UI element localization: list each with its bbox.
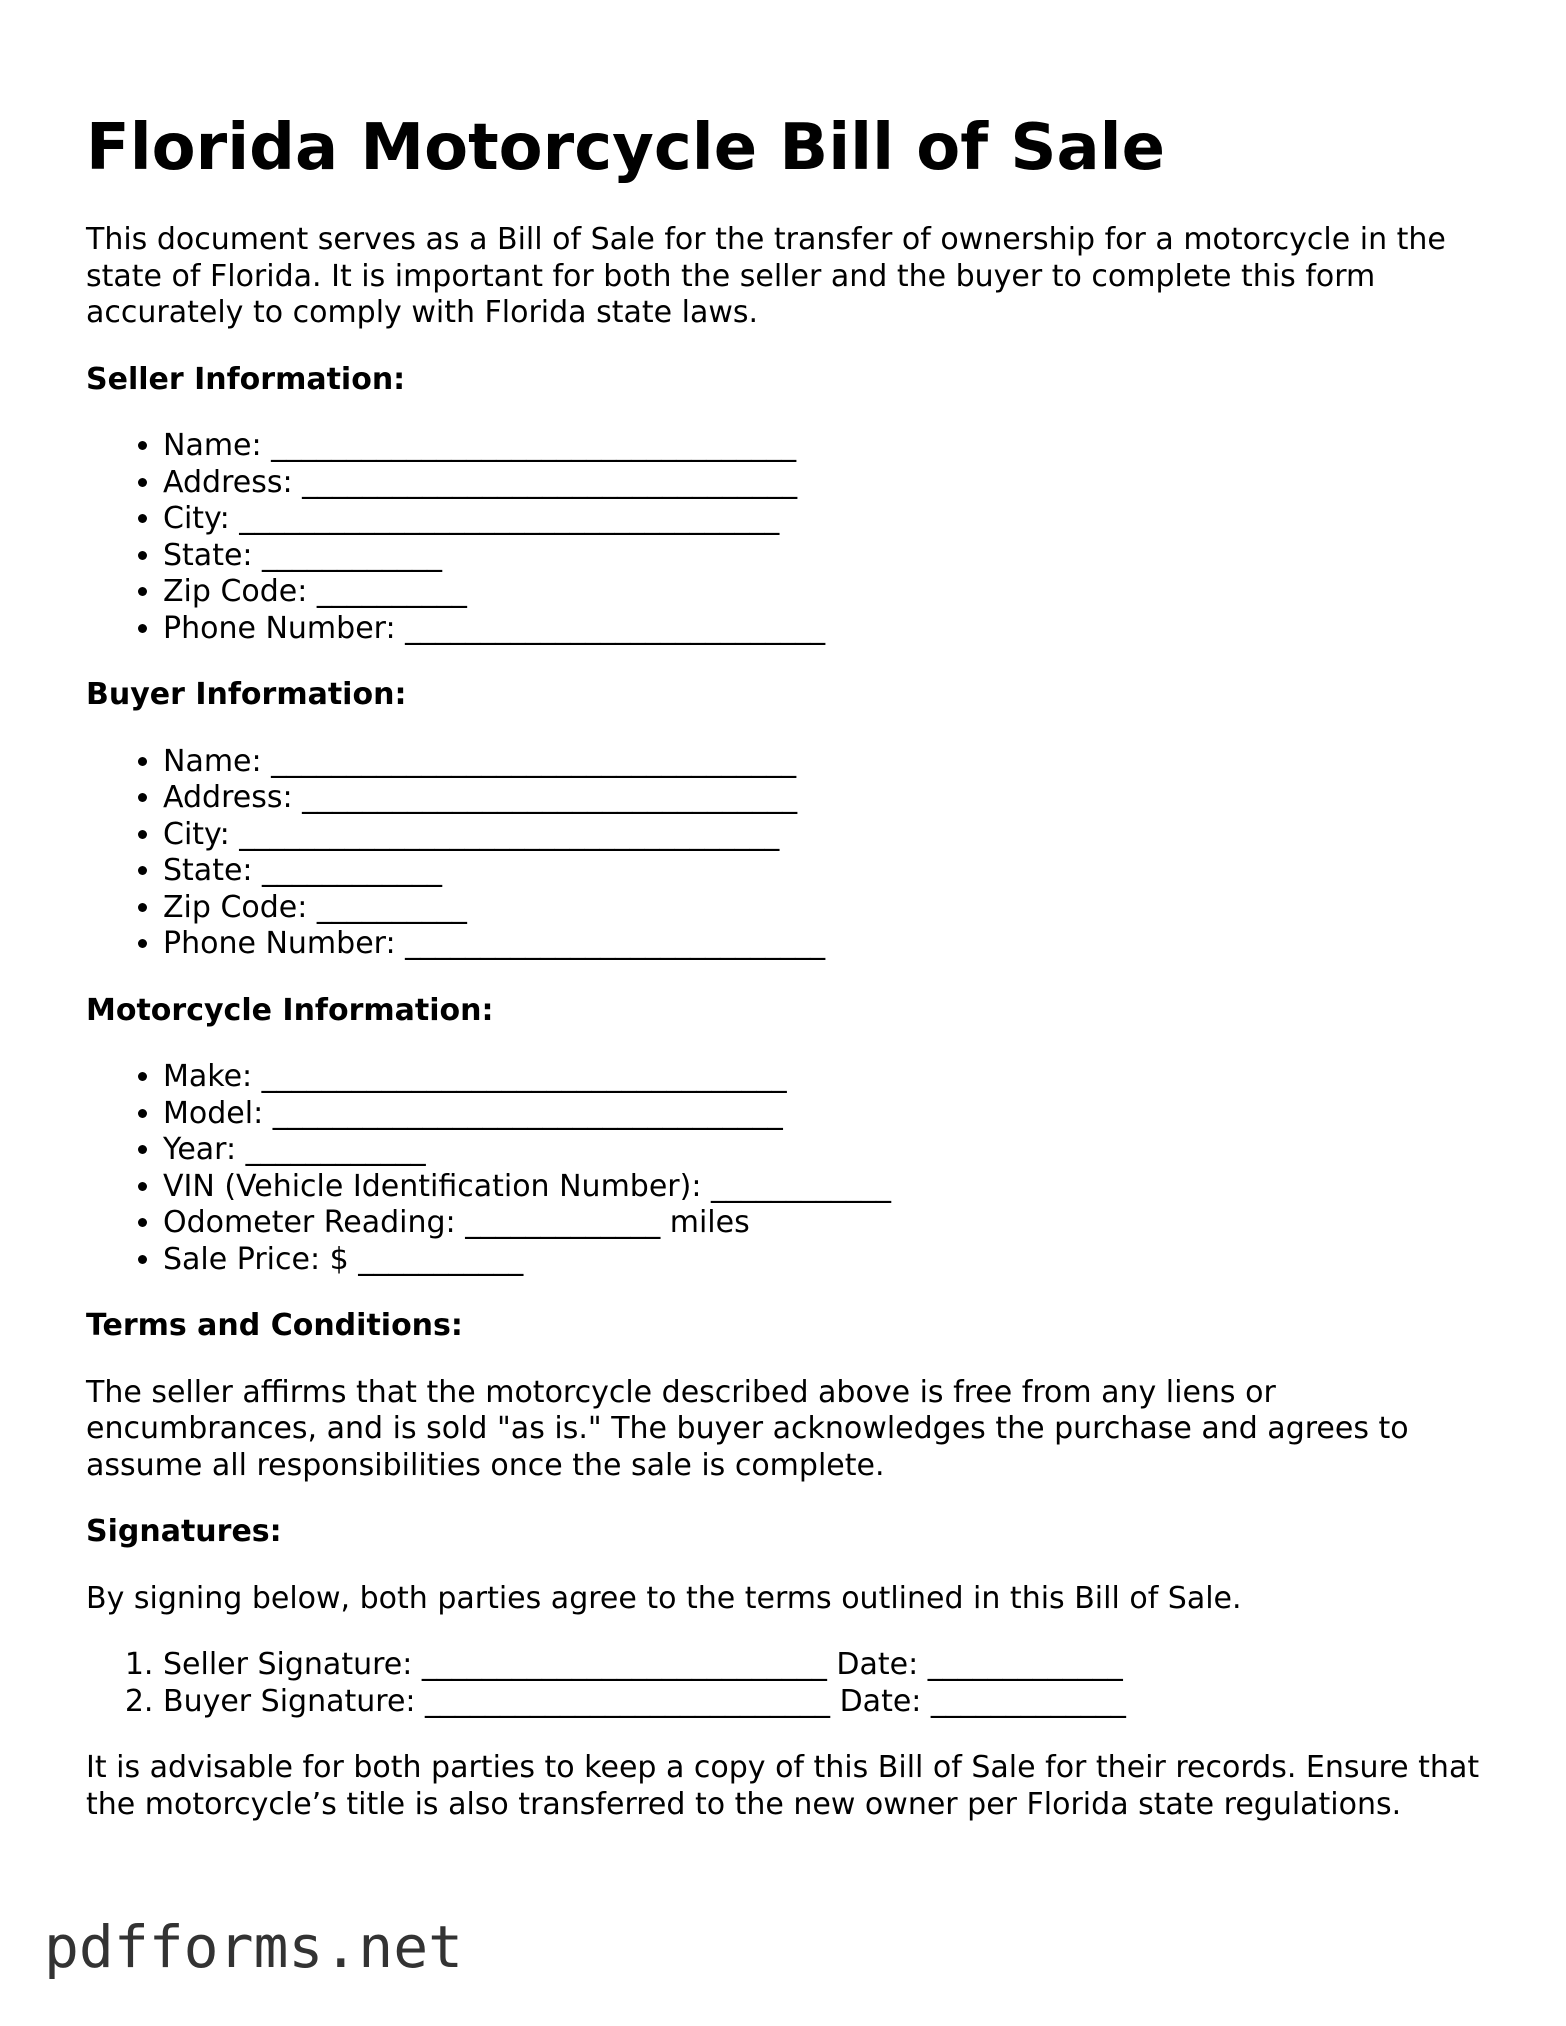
watermark-logo: pdfforms.net xyxy=(44,1913,464,1981)
buyer-heading: Buyer Information: xyxy=(86,677,407,712)
motorcycle-model-field[interactable]: • Model: __________________________________ xyxy=(163,1096,1506,1133)
seller-signature-line[interactable]: 1. Seller Signature: ___________________________ Date: _____________ xyxy=(163,1647,1506,1684)
seller-state-field[interactable]: • State: ____________ xyxy=(163,538,1506,575)
motorcycle-field-list xyxy=(86,1059,1506,1278)
buyer-zip-field[interactable]: • Zip Code: __________ xyxy=(163,890,1506,927)
signatures-heading: Signatures: xyxy=(86,1514,282,1549)
buyer-address-field[interactable]: • Address: _________________________________ xyxy=(163,780,1506,817)
seller-city-field[interactable]: • City: ____________________________________ xyxy=(163,501,1506,538)
motorcycle-vin-field[interactable]: • VIN (Vehicle Identification Number): ____________ xyxy=(163,1169,1506,1206)
motorcycle-odometer-field[interactable]: • Odometer Reading: _____________ miles xyxy=(163,1205,1506,1242)
motorcycle-make-field[interactable]: • Make: ___________________________________ xyxy=(163,1059,1506,1096)
signatures-paragraph: By signing below, both parties agree to the terms outlined in this Bill of Sale. xyxy=(86,1580,1242,1616)
motorcycle-year-field[interactable]: • Year: ____________ xyxy=(163,1132,1506,1169)
buyer-city-field[interactable]: • City: ____________________________________ xyxy=(163,817,1506,854)
terms-paragraph: The seller affirms that the motorcycle described above is free from any liens or encumbrances, and is sold "as is." The buyer acknowledges the purchase and agrees to assume all responsibilities once the sale is complete. xyxy=(86,1374,1409,1483)
seller-phone-field[interactable]: • Phone Number: ____________________________ xyxy=(163,611,1506,648)
buyer-name-field[interactable]: • Name: ___________________________________ xyxy=(163,744,1506,781)
closing-paragraph: It is advisable for both parties to keep a copy of this Bill of Sale for their records. Ensure that the motorcycle’s title is also transferred to the new owner per Florida state regulations. xyxy=(86,1750,1480,1822)
seller-address-field[interactable]: • Address: _________________________________ xyxy=(163,465,1506,502)
document-body xyxy=(86,222,1506,1853)
intro-paragraph: This document serves as a Bill of Sale for the transfer of ownership for a motorcycle in the state of Florida. It is important for both the seller and the buyer to complete this form accurately to comply with Florida state laws. xyxy=(86,222,1446,330)
buyer-phone-field[interactable]: • Phone Number: ____________________________ xyxy=(163,926,1506,963)
seller-heading: Seller Information: xyxy=(86,361,406,397)
document-title: Florida Motorcycle Bill of Sale xyxy=(86,111,1165,185)
buyer-field-list xyxy=(86,744,1506,963)
terms-heading: Terms and Conditions: xyxy=(86,1308,463,1343)
motorcycle-heading: Motorcycle Information: xyxy=(86,992,494,1028)
motorcycle-price-field[interactable]: • Sale Price: $ ___________ xyxy=(163,1242,1506,1279)
seller-field-list xyxy=(86,428,1506,647)
buyer-signature-line[interactable]: 2. Buyer Signature: ___________________________ Date: _____________ xyxy=(163,1684,1506,1721)
seller-name-field[interactable]: • Name: ___________________________________ xyxy=(163,428,1506,465)
signature-list xyxy=(86,1647,1506,1720)
buyer-state-field[interactable]: • State: ____________ xyxy=(163,853,1506,890)
seller-zip-field[interactable]: • Zip Code: __________ xyxy=(163,574,1506,611)
